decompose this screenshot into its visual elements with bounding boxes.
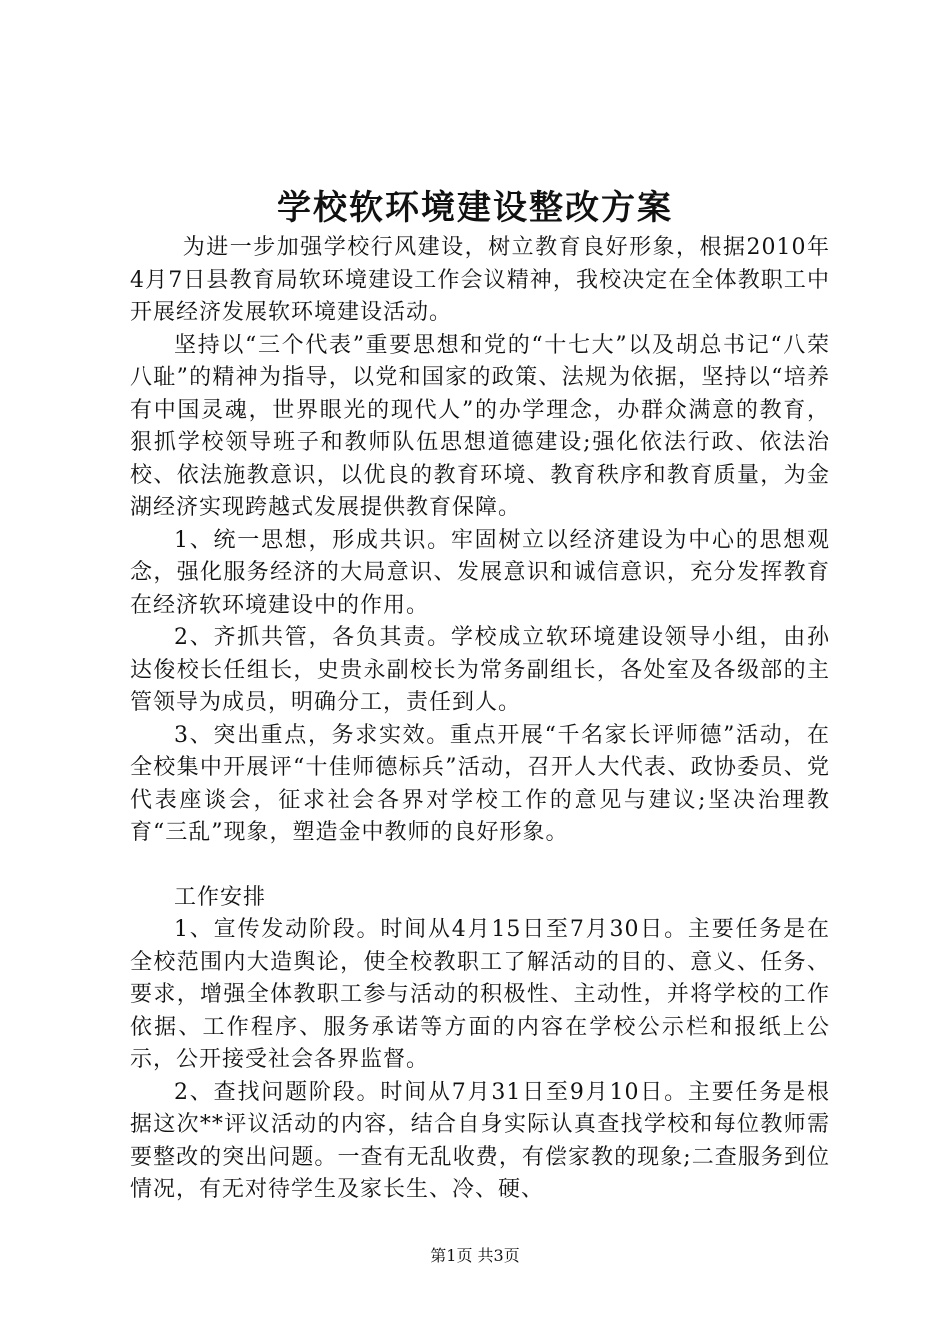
document-body bbox=[130, 232, 830, 1207]
measure-paragraph-3: 3、突出重点，务求实效。重点开展“千名家长评师德”活动，在全校集中开展评“十佳师德标兵”活动，召开人大代表、政协委员、党代表座谈会，征求社会各界对学校工作的意见与建议;坚决治理教育“三乱”现象，塑造金中教师的良好形象。 bbox=[130, 722, 830, 845]
intro-paragraph: 为进一步加强学校行风建设，树立教育良好形象，根据2010年4月7日县教育局软环境建设工作会议精神，我校决定在全体教职工中开展经济发展软环境建设活动。 bbox=[130, 235, 830, 325]
schedule-paragraph-1: 1、宣传发动阶段。时间从4月15日至7月30日。主要任务是在全校范围内大造舆论，使全校教职工了解活动的目的、意义、任务、要求，增强全体教职工参与活动的积极性、主动性，并将学校的工作依据、工作程序、服务承诺等方面的内容在学校公示栏和报纸上公示，公开接受社会各界监督。 bbox=[130, 917, 830, 1072]
guiding-principle-paragraph: 坚持以“三个代表”重要思想和党的“十七大”以及胡总书记“八荣八耻”的精神为指导，以党和国家的政策、法规为依据，坚持以“培养有中国灵魂，世界眼光的现代人”的办学理念，办群众满意的教育，狠抓学校领导班子和教师队伍思想道德建设;强化依法行政、依法治校、依法施教意识，以优良的教育环境、教育秩序和教育质量，为金湖经济实现跨越式发展提供教育保障。 bbox=[130, 332, 830, 520]
section-heading: 工作安排 bbox=[174, 884, 267, 910]
measure-paragraph-2: 2、齐抓共管，各负其责。学校成立软环境建设领导小组，由孙达俊校长任组长，史贵永副校长为常务副组长，各处室及各级部的主管领导为成员，明确分工，责任到人。 bbox=[130, 625, 830, 715]
page-number-footer: 第1页 共3页 bbox=[430, 1246, 520, 1265]
schedule-paragraph-2: 2、查找问题阶段。时间从7月31日至9月10日。主要任务是根据这次**评议活动的内容，结合自身实际认真查找学校和每位教师需要整改的突出问题。一查有无乱收费，有偿家教的现象;二查服务到位情况，有无对待学生及家长生、冷、硬、 bbox=[130, 1079, 830, 1202]
section-spacer bbox=[130, 850, 830, 882]
measure-paragraph-1: 1、统一思想，形成共识。牢固树立以经济建设为中心的思想观念，强化服务经济的大局意识、发展意识和诚信意识，充分发挥教育在经济软环境建设中的作用。 bbox=[130, 527, 830, 618]
document-title: 学校软环境建设整改方案 bbox=[277, 188, 673, 228]
